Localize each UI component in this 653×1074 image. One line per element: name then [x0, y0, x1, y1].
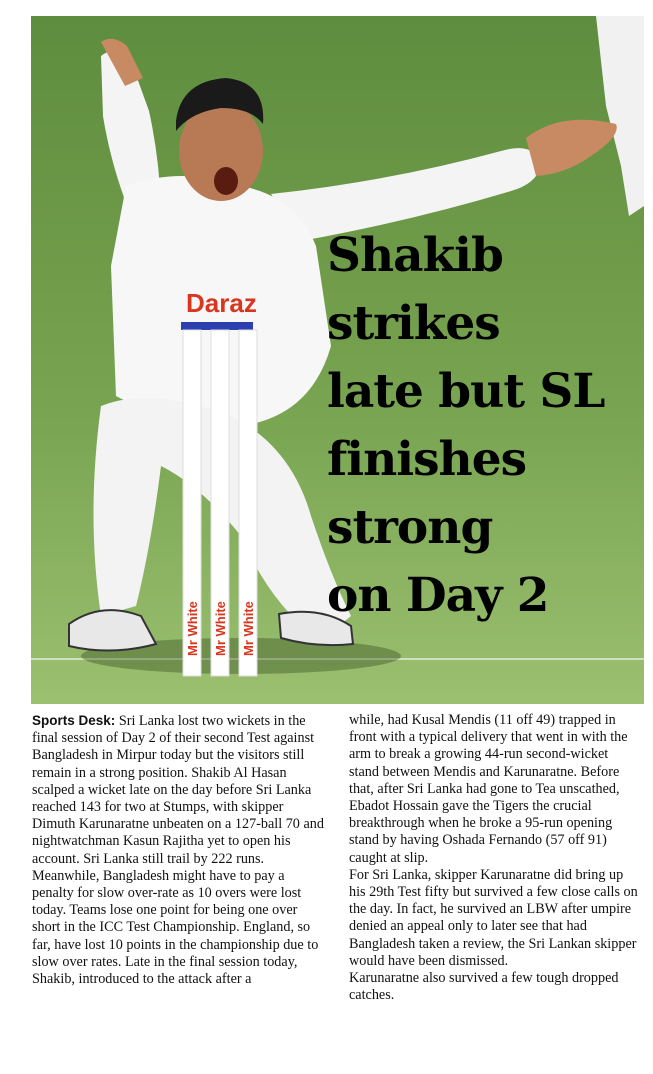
- headline-line-6: on Day 2: [327, 568, 549, 623]
- stump-brand-2: Mr White: [213, 601, 228, 656]
- right-hand: [526, 120, 617, 176]
- jersey-sponsor: Daraz: [186, 288, 257, 318]
- article-column-right: [349, 712, 641, 1004]
- article-column-left: [32, 712, 329, 988]
- article-paragraph-1: [32, 712, 329, 868]
- dateline: Sports Desk:: [32, 713, 116, 728]
- open-mouth: [214, 167, 238, 195]
- paragraph-1-text: Sri Lanka lost two wickets in the final session of Day 2 of their second Test against Bangladesh in Mirpur today but the visitors still remain in a strong position. Shakib Al Hasan scalped a wicket late on the day before Sri Lanka reached 143 for two at Stumps, with skipper Dimuth Karunaratne unbeaten on a 127-ball 70 and nightwatchman Kasun Rajitha yet to open his account. Sri Lanka still trail by 222 runs.: [32, 713, 324, 867]
- article-paragraph-3: while, had Kusal Mendis (11 off 49) trapped in front with a typical delivery that went in with the arm to break a growing 44-run second-wicket stand between Mendis and Karunaratne. Before that, after Sri Lanka had gone to Tea unscathed, Ebadot Hossain gave the Tigers the crucial breakthrough when he broke a 95-run opening stand by having Oshada Fernando (57 off 91) caught at slip.: [349, 712, 628, 866]
- headline: [327, 222, 644, 630]
- cricket-photo: [31, 16, 644, 704]
- stump-brand-3: Mr White: [241, 601, 256, 656]
- stump-brand-1: Mr White: [185, 601, 200, 656]
- article-paragraph-5: Karunaratne also survived a few tough dropped catches.: [349, 970, 619, 1004]
- headline-line-3: late but SL: [327, 364, 605, 419]
- article-paragraph-2: Meanwhile, Bangladesh might have to pay a penalty for slow over-rate as 10 overs were lost today. Teams lose one point for being one over short in the ICC Test Championship. England, so far, have lost 10 points in the championship due to slow over rates. Late in the final session today, Shakib, introduced to the attack after a: [32, 867, 319, 988]
- left-shoe: [69, 610, 156, 650]
- headline-line-5: strong: [327, 500, 493, 555]
- headline-line-2: strikes: [327, 296, 500, 351]
- headline-line-1: Shakib: [327, 228, 503, 283]
- article-paragraph-4: For Sri Lanka, skipper Karunaratne did bring up his 29th Test fifty but survived a few close calls on the day. In fact, he survived an LBW after umpire denied an appeal only to later see that had Bangladesh taken a review, the Sri Lankan skipper would have been dismissed.: [349, 866, 638, 969]
- background-fielder: [596, 16, 644, 216]
- headline-line-4: finishes: [327, 432, 527, 487]
- bails: [181, 322, 253, 330]
